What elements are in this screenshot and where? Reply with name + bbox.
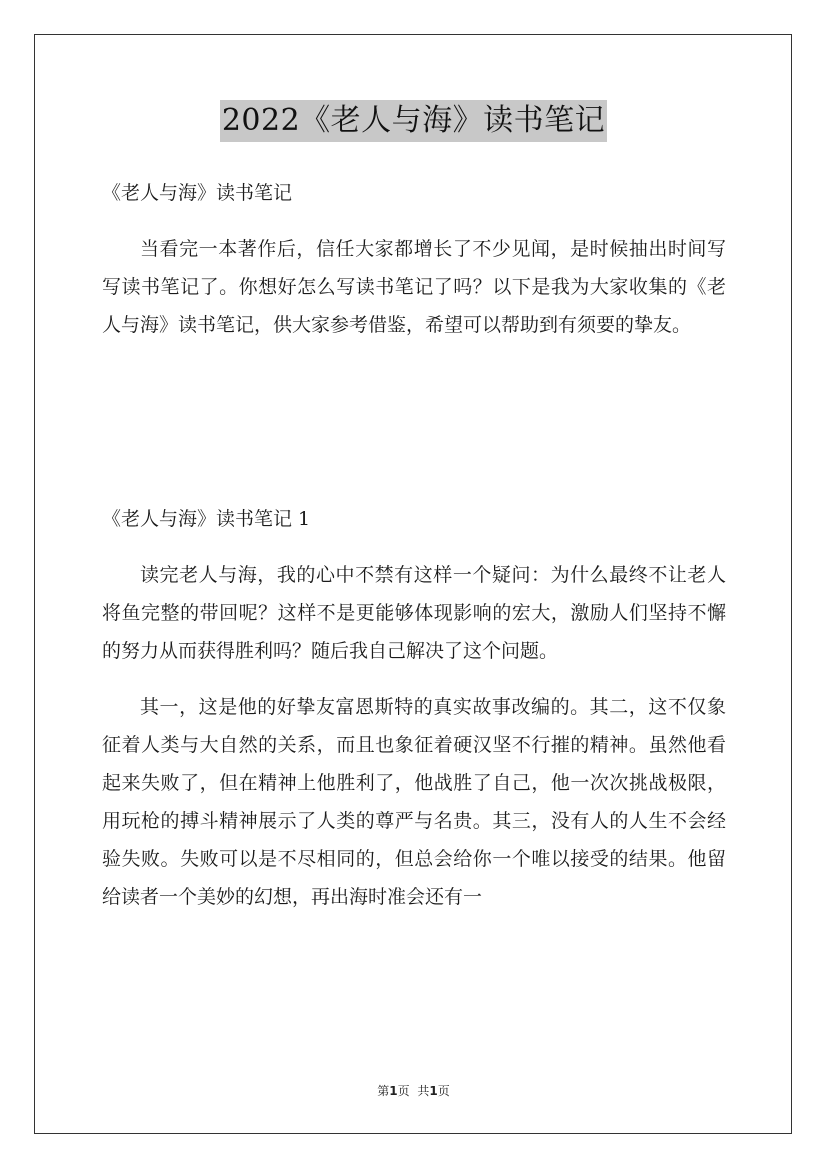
footer-page-number: 1 bbox=[389, 1084, 398, 1098]
footer-page-suffix: 页 bbox=[397, 1084, 410, 1098]
page-footer bbox=[0, 1082, 827, 1099]
intro-section bbox=[102, 230, 726, 344]
document-title: 2022《老人与海》读书笔记 bbox=[220, 100, 607, 142]
intro-heading: 《老人与海》读书笔记 bbox=[102, 182, 293, 204]
footer-prefix: 第 bbox=[377, 1084, 390, 1098]
section1-body bbox=[102, 556, 726, 916]
section1-paragraph-1: 读完老人与海，我的心中不禁有这样一个疑问：为什么最终不让老人将鱼完整的带回呢？这样不是更能够体现影响的宏大，激励人们坚持不懈的努力从而获得胜利吗？随后我自己解决了这个问题。 bbox=[102, 564, 726, 662]
section1-heading: 《老人与海》读书笔记 1 bbox=[102, 508, 311, 530]
footer-total-suffix: 页 bbox=[437, 1084, 450, 1098]
title-container bbox=[0, 100, 827, 142]
intro-paragraph: 当看完一本著作后，信任大家都增长了不少见闻，是时候抽出时间写写读书笔记了。你想好怎么写读书笔记了吗？以下是我为大家收集的《老人与海》读书笔记，供大家参考借鉴，希望可以帮助到有须要的挚友。 bbox=[102, 238, 726, 336]
footer-total-prefix: 共 bbox=[417, 1084, 430, 1098]
footer-total-pages: 1 bbox=[429, 1084, 438, 1098]
section1-paragraph-2: 其一，这是他的好挚友富恩斯特的真实故事改编的。其二，这不仅象征着人类与大自然的关系，而且也象征着硬汉坚不行摧的精神。虽然他看起来失败了，但在精神上他胜利了，他战胜了自己，他一次次挑战极限，用玩枪的搏斗精神展示了人类的尊严与名贵。其三，没有人的人生不会经验失败。失败可以是不尽相同的，但总会给你一个唯以接受的结果。他留给读者一个美妙的幻想，再出海时准会还有一 bbox=[102, 696, 726, 908]
